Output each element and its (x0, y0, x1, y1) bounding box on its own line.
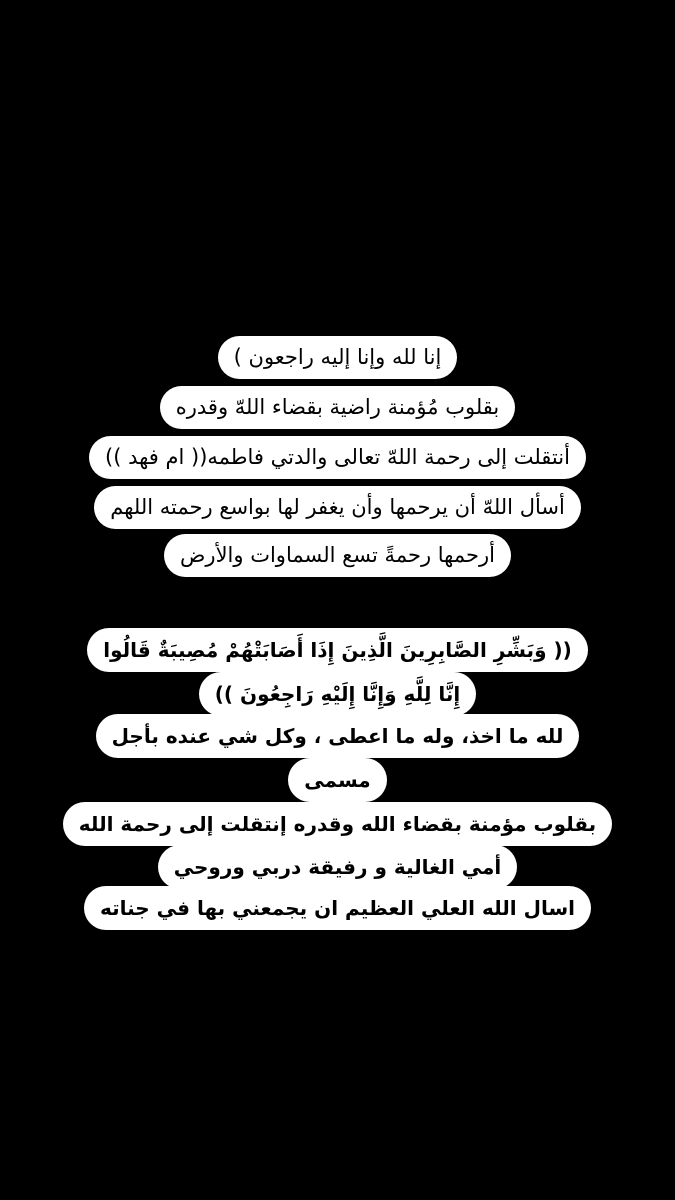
caption-line (0, 886, 675, 930)
caption-line (0, 534, 675, 577)
caption-line (0, 758, 675, 802)
caption-line (0, 802, 675, 846)
caption-line (0, 486, 675, 529)
caption-line-text: إنا لله وإنا إليه راجعون ) (218, 336, 458, 379)
caption-line (0, 386, 675, 429)
caption-line-text: إِنَّا لِلَّهِ وَإِنَّا إِلَيْهِ رَاجِعُونَ )) (199, 672, 476, 716)
caption-line-text: أمي الغالية و رفيقة دربي وروحي (158, 845, 518, 889)
caption-line-text: لله ما اخذ، وله ما اعطى ، وكل شي عنده بأجل (96, 714, 580, 758)
caption-line-text: أسأل اللهّ أن يرحمها وأن يغفر لها بواسع رحمته اللهم (94, 486, 581, 529)
caption-line-text: مسمى (288, 758, 386, 802)
caption-line-text: بقلوب مُؤمنة راضية بقضاء اللهّ وقدره (160, 386, 516, 429)
caption-line (0, 714, 675, 758)
caption-line-text: أرحمها رحمةً تسع السماوات والأرض (164, 534, 511, 577)
caption-line (0, 845, 675, 889)
caption-line (0, 336, 675, 379)
caption-line (0, 628, 675, 672)
caption-line-text: بقلوب مؤمنة بقضاء الله وقدره إنتقلت إلى رحمة الله (63, 802, 612, 846)
caption-line (0, 672, 675, 716)
caption-line (0, 436, 675, 479)
caption-line-text: أنتقلت إلى رحمة اللهّ تعالى والدتي فاطمه(( ام فهد )) (89, 436, 586, 479)
caption-line-text: اسال الله العلي العظيم ان يجمعني بها في جناته (84, 886, 591, 930)
caption-line-text: (( وَبَشِّرِ الصَّابِرِينَ الَّذِينَ إِذَا أَصَابَتْهُمْ مُصِيبَةٌ قَالُوا (87, 628, 588, 672)
